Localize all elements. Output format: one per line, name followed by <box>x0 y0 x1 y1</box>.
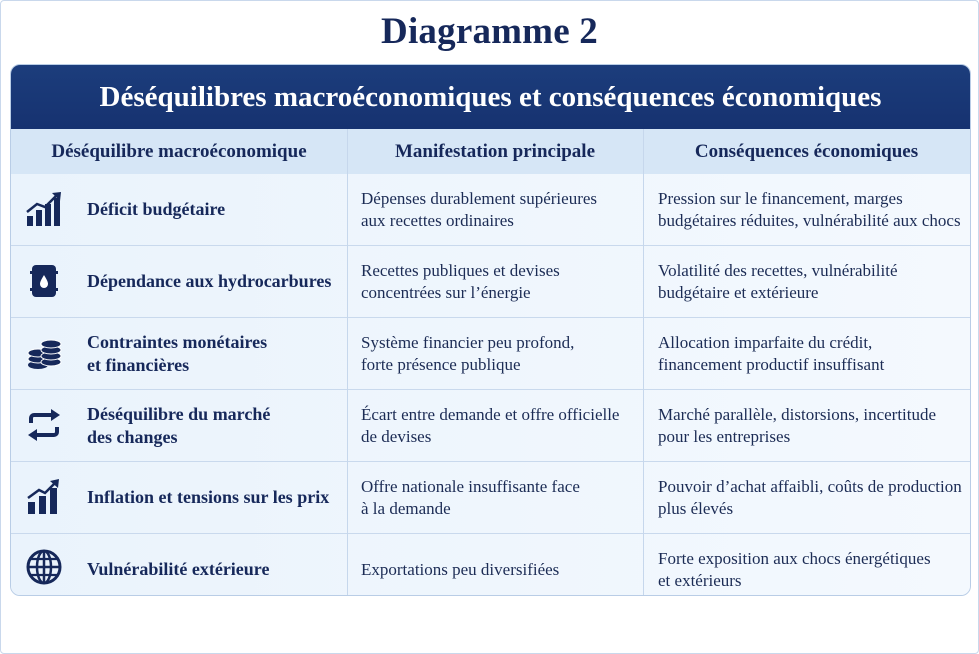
table-row <box>11 462 970 534</box>
manifestation-text: Écart entre demande et offre officielle de devises <box>361 404 620 446</box>
consequences-text: Allocation imparfaite du crédit, financement productif insuffisant <box>658 332 885 374</box>
consequences-text: Pression sur le financement, marges budgétaires réduites, vulnérabilité aux chocs <box>658 188 961 230</box>
column-divider <box>643 129 644 595</box>
exchange-arrows-icon <box>25 406 63 444</box>
imbalance-label: Déficit budgétaire <box>87 199 226 219</box>
consequences-text: Forte exposition aux chocs énergétiques et extérieurs <box>658 548 931 590</box>
bar-chart-rising-icon <box>25 190 63 228</box>
manifestation-text: Exportations peu diversifiées <box>361 559 560 579</box>
manifestation-text: Recettes publiques et devises concentrées sur l’énergie <box>361 260 560 302</box>
oil-barrel-icon <box>25 262 63 300</box>
bar-chart-trend-icon <box>25 478 63 516</box>
column-divider <box>347 129 348 595</box>
table-row <box>11 318 970 390</box>
column-header-consequences: Conséquences économiques <box>694 141 919 162</box>
table-row <box>11 534 970 596</box>
column-header-manifestation: Manifestation principale <box>394 141 596 162</box>
page-title: Diagramme 2 <box>381 11 598 52</box>
column-header-row <box>11 129 970 175</box>
coin-stack-icon <box>25 334 63 372</box>
table-row <box>11 174 970 246</box>
consequences-text: Volatilité des recettes, vulnérabilité budgétaire et extérieure <box>658 260 898 302</box>
globe-icon <box>25 548 63 586</box>
consequences-text: Marché parallèle, distorsions, incertitude pour les entreprises <box>658 404 937 446</box>
table-row <box>11 246 970 318</box>
imbalance-label: Inflation et tensions sur les prix <box>87 487 330 507</box>
column-header-imbalance: Déséquilibre macroéconomique <box>51 141 307 162</box>
table-row <box>11 390 970 462</box>
imbalance-label: Déséquilibre du marché des changes <box>87 403 271 447</box>
consequences-text: Pouvoir d’achat affaibli, coûts de production plus élevés <box>658 476 962 518</box>
imbalance-label: Dépendance aux hydrocarbures <box>87 271 332 291</box>
manifestation-text: Offre nationale insuffisante face à la demande <box>361 476 580 518</box>
imbalances-table <box>10 64 971 596</box>
manifestation-text: Dépenses durablement supérieures aux recettes ordinaires <box>361 188 598 230</box>
table-banner-title: Déséquilibres macroéconomiques et conséquences économiques <box>11 65 970 129</box>
imbalance-label: Contraintes monétaires et financières <box>87 331 268 375</box>
manifestation-text: Système financier peu profond, forte présence publique <box>361 332 575 374</box>
imbalance-label: Vulnérabilité extérieure <box>87 559 270 579</box>
